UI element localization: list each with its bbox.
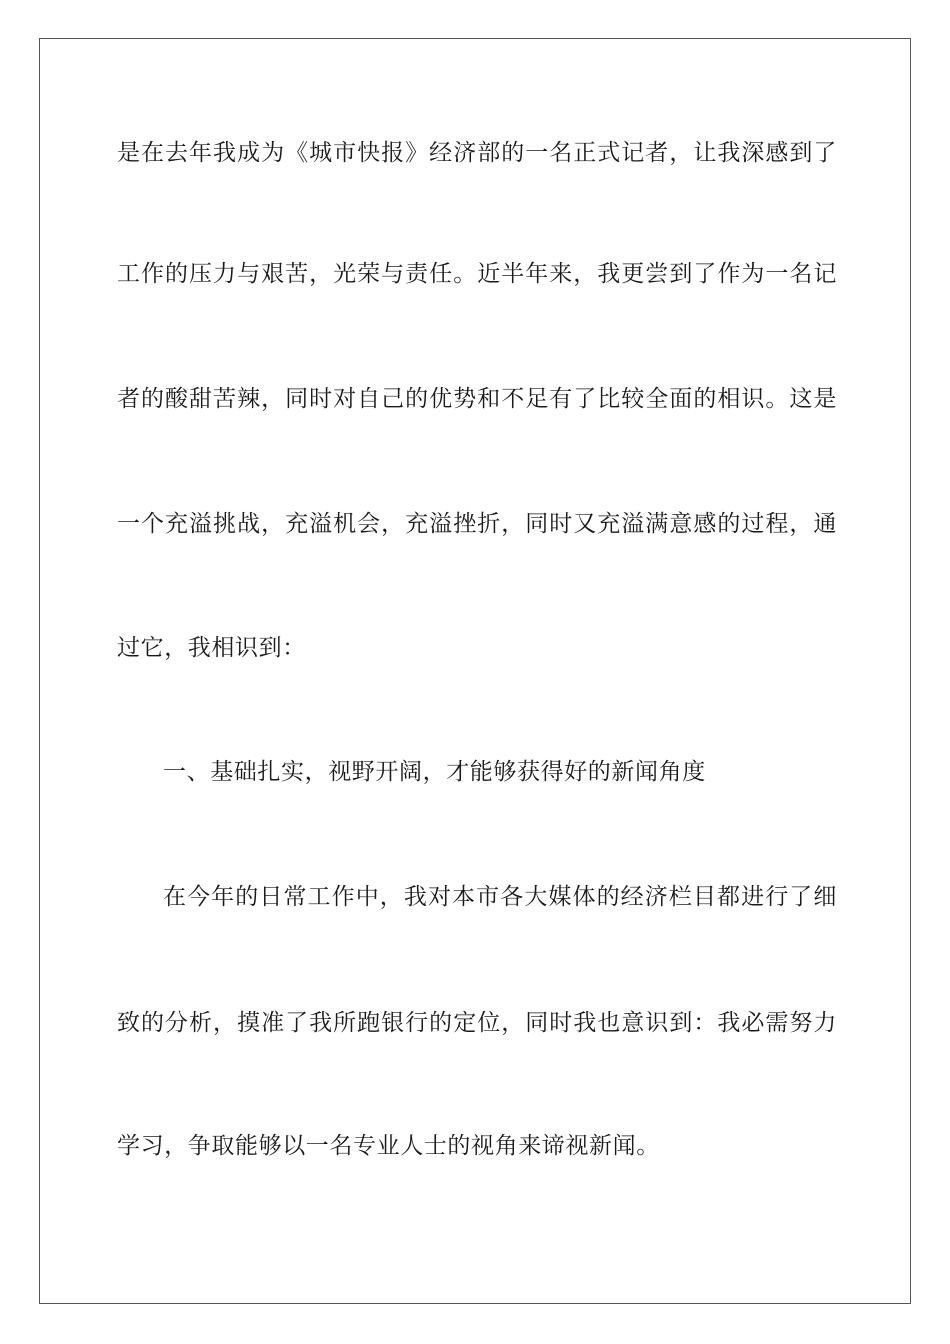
paragraph-line: 是在去年我成为《城市快报》经济部的一名正式记者，让我深感到了 — [117, 140, 837, 166]
paragraph-line: 者的酸甜苦辣，同时对自己的优势和不足有了比较全面的相识。这是 — [117, 386, 837, 412]
section-heading: 一、基础扎实，视野开阔，才能够获得好的新闻角度 — [163, 759, 706, 785]
paragraph-line: 过它，我相识到： — [117, 635, 306, 661]
paragraph-line: 在今年的日常工作中，我对本市各大媒体的经济栏目都进行了细 — [163, 884, 837, 910]
paragraph-line: 一个充溢挑战，充溢机会，充溢挫折，同时又充溢满意感的过程，通 — [117, 511, 837, 537]
paragraph-line: 学习，争取能够以一名专业人士的视角来谛视新闻。 — [117, 1133, 660, 1159]
page-border — [39, 38, 911, 1304]
paragraph-line: 工作的压力与艰苦，光荣与责任。近半年来，我更尝到了作为一名记 — [117, 261, 837, 287]
paragraph-line: 致的分析，摸准了我所跑银行的定位，同时我也意识到：我必需努力 — [117, 1010, 837, 1036]
